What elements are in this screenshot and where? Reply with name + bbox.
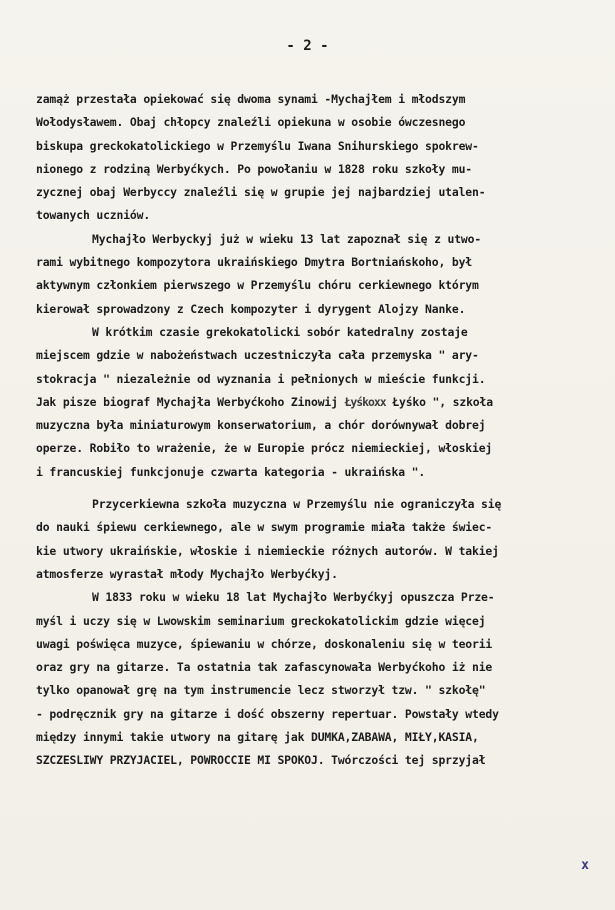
text-line: tylko opanował grę na tym instrumencie lecz stworzył tzw. " szkołę" xyxy=(36,683,486,698)
text-line: zamąż przestała opiekować się dwoma synami -Mychajłem i młodszym xyxy=(36,92,466,106)
text-line: między innymi takie utwory na gitarę jak DUMKA,ZABAWA, MIŁY,KASIA, xyxy=(36,730,479,745)
text-line: W 1833 roku w wieku 18 lat Mychajło Werbyćkyj opuszcza Prze- xyxy=(92,590,495,605)
text-line: stokracja " niezależnie od wyznania i pełnionych w mieście funkcji. xyxy=(36,371,486,386)
text-line: kie utwory ukraińskie, włoskie i niemieckie różnych autorów. W takiej xyxy=(36,543,499,558)
text-line: miejscem gdzie w nabożeństwach uczestniczyła cała przemyska " ary- xyxy=(36,348,479,363)
text-line: Mychajło Werbyckyj już w wieku 13 lat zapoznał się z utwo- xyxy=(92,231,482,246)
text-line: operze. Robiło to wrażenie, że w Europie prócz niemieckiej, włoskiej xyxy=(36,441,493,456)
paragraph-gap xyxy=(36,484,596,493)
text-line: uwagi poświęca muzyce, śpiewaniu w chórze, doskonaleniu się w teorii xyxy=(36,636,493,651)
text-line: - podręcznik gry na gitarze i dość obszerny repertuar. Powstały wtedy xyxy=(36,706,499,721)
text-line: aktywnym członkiem pierwszego w Przemyślu chóru cerkiewnego którym xyxy=(36,278,479,293)
margin-ink-mark: x xyxy=(581,858,589,873)
text-line: atmosferze wyrastał młody Mychajło Werbyćkyj. xyxy=(36,566,338,581)
text-line: rami wybitnego kompozytora ukraińskiego Dmytra Bortniańskoho, był xyxy=(36,255,473,270)
page-number: - 2 - xyxy=(286,38,329,54)
text-line: kierował sprowadzony z Czech kompozyter i dyrygent Alojzy Nanke. xyxy=(36,301,466,316)
typewritten-text xyxy=(36,88,596,773)
text-fragment: Łyśko ", szkoła xyxy=(392,394,493,409)
text-line: do nauki śpiewu cerkiewnego, ale w swym programie miała także świec- xyxy=(36,520,493,535)
struck-out-text: Łyśkoxx xyxy=(344,394,386,409)
text-line: oraz gry na gitarze. Ta ostatnia tak zafascynowała Werbyćkoho iż nie xyxy=(36,660,493,675)
text-fragment: Jak pisze biograf Mychajła Werbyćkoho Zinowij xyxy=(36,394,338,409)
text-line: Przycerkiewna szkoła muzyczna w Przemyślu nie ograniczyła się xyxy=(92,497,502,512)
text-line: Wołodysławem. Obaj chłopcy znaleźli opiekuna w osobie ówczesnego xyxy=(36,115,466,130)
text-line: nionego z rodziną Werbyćkych. Po powołaniu w 1828 roku szkoły mu- xyxy=(36,161,473,176)
text-line: i francuskiej funkcjonuje czwarta kategoria - ukraińska ". xyxy=(36,464,426,479)
text-line: muzyczna była miniaturowym konserwatorium, a chór dorównywał dobrej xyxy=(36,418,486,433)
text-line: zycznej obaj Werbyccy znaleźli się w grupie jej najbardziej utalen- xyxy=(36,185,486,200)
text-line: biskupa greckokatolickiego w Przemyślu Iwana Snihurskiego spokrew- xyxy=(36,138,479,153)
text-line: towanych uczniów. xyxy=(36,208,151,223)
text-line: SZCZESLIWY PRZYJACIEL, POWROCCIE MI SPOKOJ. Twórczości tej sprzyjał xyxy=(36,753,486,768)
text-line: W krótkim czasie grekokatolicki sobór katedralny zostaje xyxy=(92,324,468,339)
text-line xyxy=(36,391,596,414)
text-line: myśl i uczy się w Lwowskim seminarium greckokatolickim gdzie więcej xyxy=(36,613,486,628)
